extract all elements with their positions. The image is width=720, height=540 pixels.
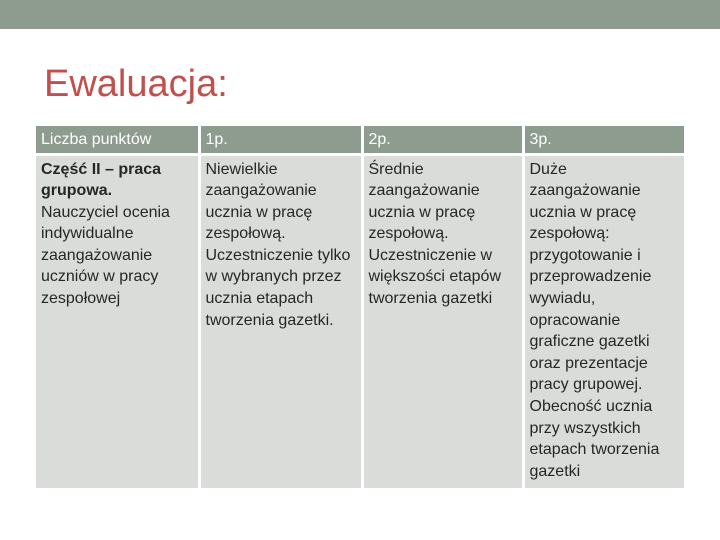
header-row <box>36 126 684 154</box>
header-points: Liczba punktów <box>36 126 199 154</box>
cell-3p: Duże zaangażowanie ucznia w pracę zespołową: przygotowanie i przeprowadzenie wywiadu, opracowanie graficzne gazetki oraz prezentacje pracy grupowej. Obecność ucznia przy wszystkich etapach tworzenia gazetki <box>523 154 684 488</box>
category-description: Nauczyciel ocenia indywidualne zaangażowanie uczniów w pracy zespołowej <box>41 203 170 308</box>
cell-2p: Średnie zaangażowanie ucznia w pracę zespołową. Uczestniczenie w większości etapów tworzenia gazetki <box>362 154 523 488</box>
top-accent-bar <box>0 0 720 29</box>
header-2p: 2p. <box>362 126 523 154</box>
header-3p: 3p. <box>523 126 684 154</box>
cell-category <box>36 154 199 488</box>
slide-title: Ewaluacja: <box>44 63 228 105</box>
header-1p: 1p. <box>199 126 362 154</box>
category-title: Część II – praca grupowa. <box>41 160 162 200</box>
evaluation-table <box>36 126 684 488</box>
cell-1p: Niewielkie zaangażowanie ucznia w pracę zespołową. Uczestniczenie tylko w wybranych przez ucznia etapach tworzenia gazetki. <box>199 154 362 488</box>
table-row <box>36 154 684 488</box>
